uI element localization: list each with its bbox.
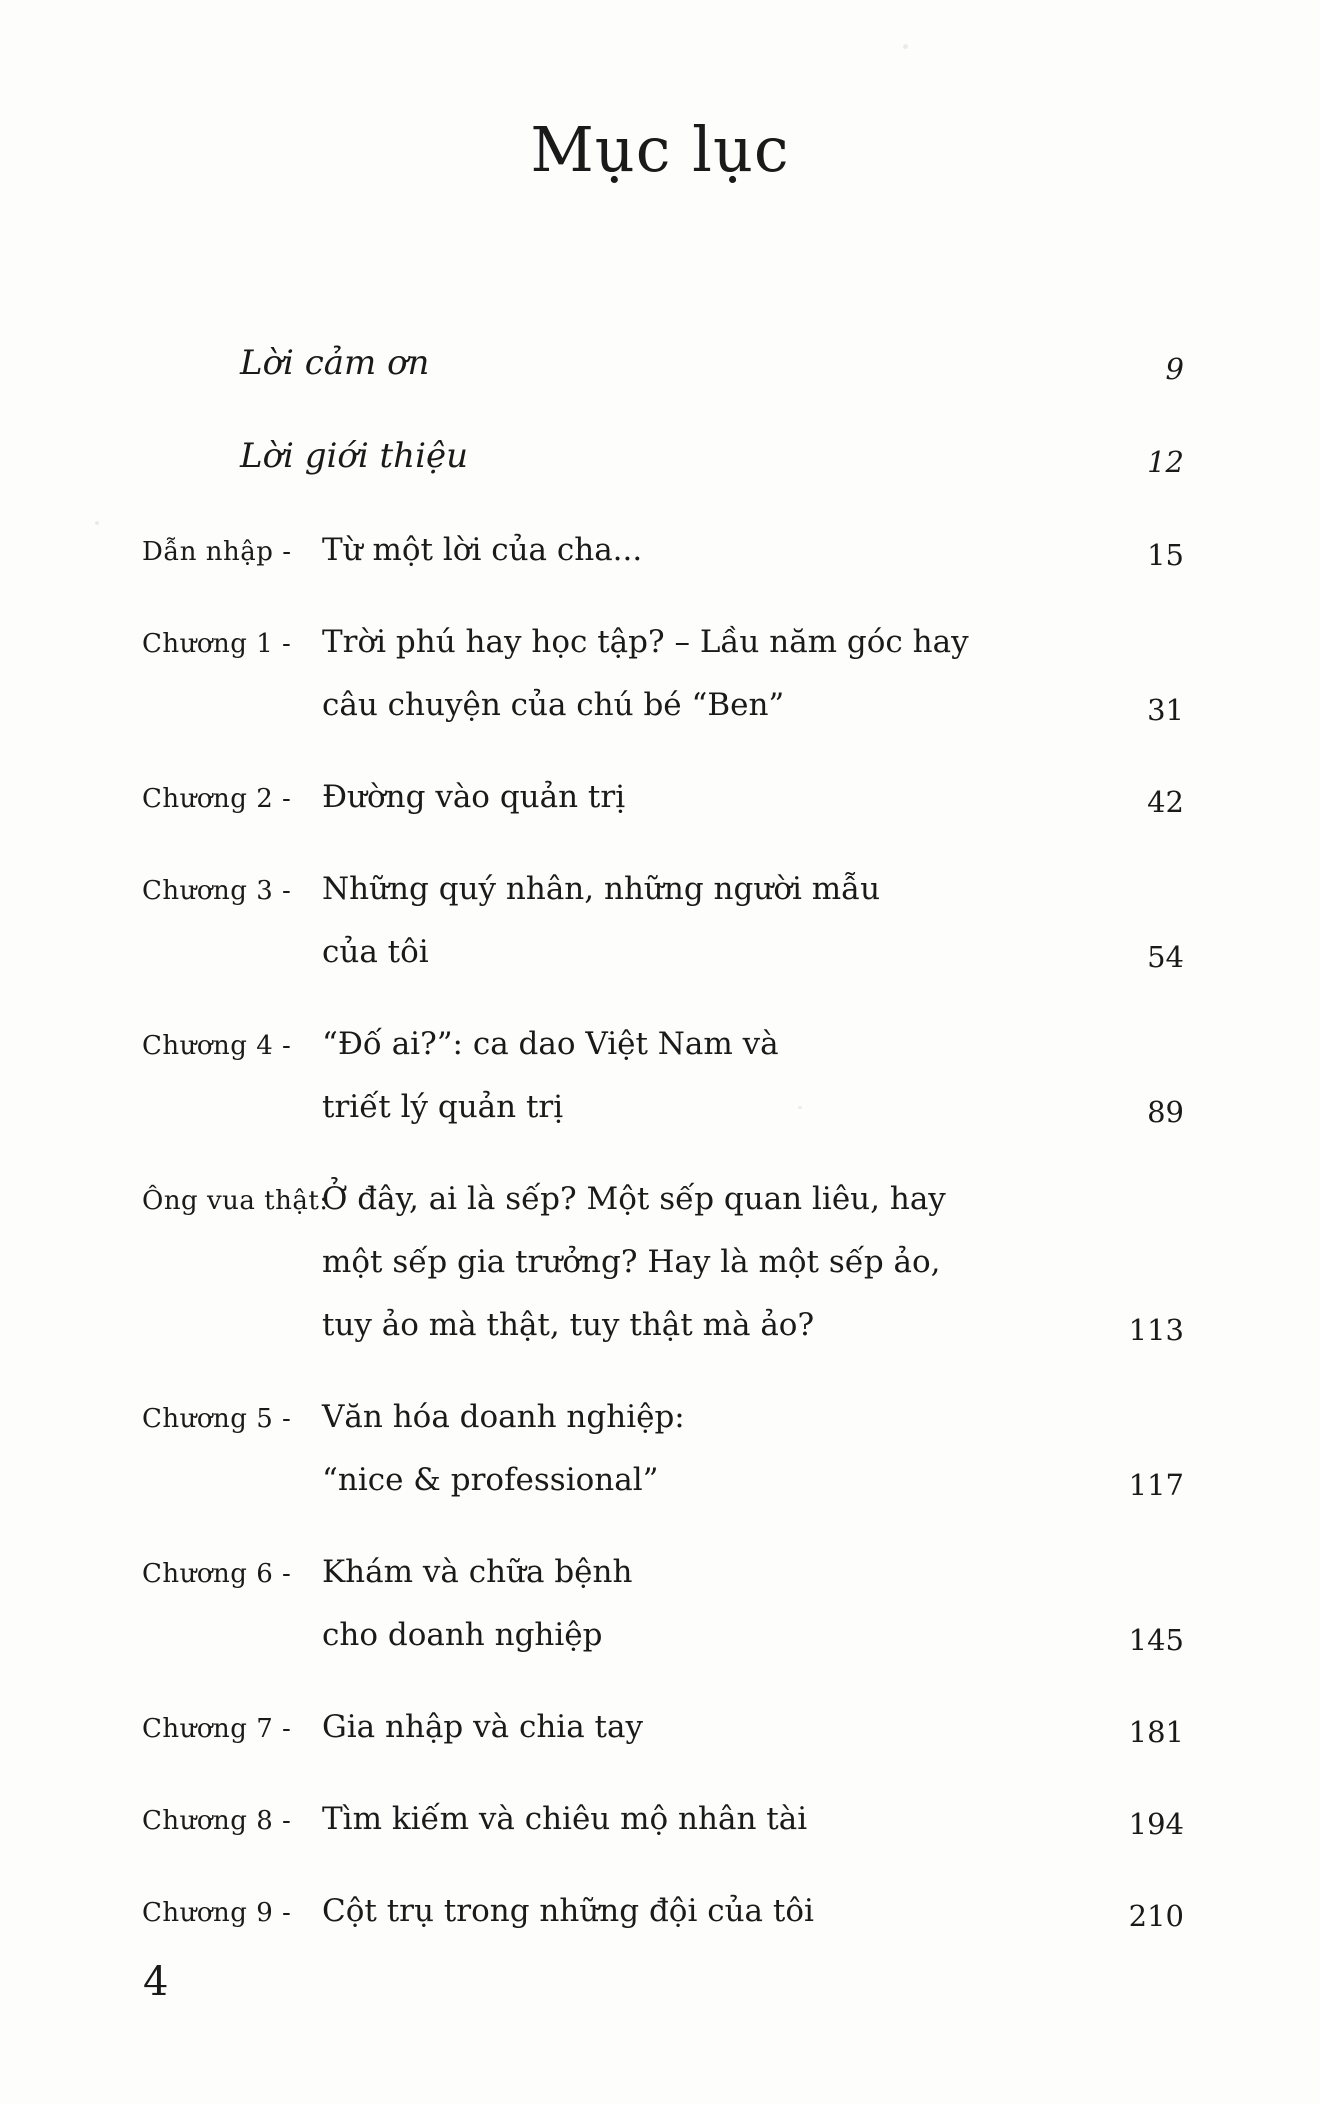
folio-page-number: 4 bbox=[143, 1959, 169, 2005]
toc-entry-title-continued: của tôi bbox=[322, 934, 429, 971]
toc-entry-title: Những quý nhân, những người mẫu bbox=[322, 871, 881, 908]
toc-entry-title: Đường vào quản trị bbox=[322, 779, 626, 816]
toc-entry-page: 194 bbox=[1128, 1807, 1184, 1842]
toc-entry-title: Cột trụ trong những đội của tôi bbox=[322, 1893, 814, 1930]
toc-entry-label: Chương 8 - bbox=[142, 1806, 292, 1837]
toc-entry-row bbox=[142, 613, 1184, 739]
toc-entry-title-continued: “nice & professional” bbox=[322, 1462, 659, 1499]
toc-entry-row bbox=[142, 1543, 1184, 1669]
toc-entry-title-continued: tuy ảo mà thật, tuy thật mà ảo? bbox=[322, 1307, 815, 1344]
toc-entry-label: Chương 9 - bbox=[142, 1898, 292, 1929]
table-of-contents bbox=[142, 334, 1184, 1945]
toc-entry-row bbox=[142, 1388, 1184, 1514]
toc-entry-page: 210 bbox=[1128, 1899, 1184, 1934]
toc-entry-page: 12 bbox=[1147, 445, 1184, 480]
toc-entry-title: “Đố ai?”: ca dao Việt Nam và bbox=[322, 1026, 779, 1063]
toc-front-matter-row bbox=[142, 427, 1184, 491]
toc-entry-page: 89 bbox=[1147, 1095, 1184, 1130]
toc-entry-title: Ở đây, ai là sếp? Một sếp quan liêu, hay bbox=[322, 1181, 946, 1218]
toc-entry-row bbox=[142, 768, 1184, 831]
toc-entry-title: Tìm kiếm và chiêu mộ nhân tài bbox=[322, 1801, 808, 1838]
toc-entry-row bbox=[142, 1698, 1184, 1761]
toc-entry-label: Chương 5 - bbox=[142, 1404, 292, 1435]
toc-entry-label: Ông vua thật: bbox=[142, 1186, 329, 1217]
toc-entry-title: Gia nhập và chia tay bbox=[322, 1709, 644, 1746]
toc-entry-label: Dẫn nhập - bbox=[142, 537, 292, 568]
toc-entry-label: Chương 6 - bbox=[142, 1559, 292, 1590]
scan-speck bbox=[95, 521, 99, 525]
toc-entry-title-continued: triết lý quản trị bbox=[322, 1089, 564, 1126]
toc-entry-page: 42 bbox=[1147, 785, 1184, 820]
toc-entry-page: 15 bbox=[1147, 538, 1184, 573]
toc-entry-row bbox=[142, 1170, 1184, 1359]
toc-entry-row bbox=[142, 1015, 1184, 1141]
toc-entry-row bbox=[142, 1790, 1184, 1853]
toc-entry-title-continued: một sếp gia trưởng? Hay là một sếp ảo, bbox=[322, 1244, 941, 1281]
toc-entry-title: Lời giới thiệu bbox=[240, 436, 468, 477]
toc-entry-page: 181 bbox=[1128, 1715, 1184, 1750]
toc-entry-row bbox=[142, 1882, 1184, 1945]
toc-entry-page: 54 bbox=[1147, 940, 1184, 975]
toc-entry-label: Chương 3 - bbox=[142, 876, 292, 907]
toc-entry-title-continued: cho doanh nghiệp bbox=[322, 1617, 603, 1654]
scan-speck bbox=[903, 44, 908, 49]
toc-entry-page: 113 bbox=[1128, 1313, 1184, 1348]
toc-entry-page: 145 bbox=[1128, 1623, 1184, 1658]
toc-entry-page: 9 bbox=[1165, 352, 1184, 387]
toc-entry-title: Văn hóa doanh nghiệp: bbox=[322, 1399, 685, 1436]
toc-entry-label: Chương 7 - bbox=[142, 1714, 292, 1745]
toc-entry-title: Lời cảm ơn bbox=[240, 343, 430, 384]
toc-entry-title: Từ một lời của cha... bbox=[322, 532, 643, 569]
toc-entry-label: Chương 4 - bbox=[142, 1031, 292, 1062]
toc-entry-page: 117 bbox=[1128, 1468, 1184, 1503]
toc-front-matter-row bbox=[142, 334, 1184, 398]
toc-entry-label: Chương 2 - bbox=[142, 784, 292, 815]
toc-entry-label: Chương 1 - bbox=[142, 629, 292, 660]
page-title: Mục lục bbox=[530, 113, 790, 186]
toc-entry-row bbox=[142, 860, 1184, 986]
toc-entry-page: 31 bbox=[1147, 693, 1184, 728]
toc-entry-row bbox=[142, 521, 1184, 584]
scan-speck bbox=[798, 1106, 802, 1109]
toc-entry-title-continued: câu chuyện của chú bé “Ben” bbox=[322, 687, 785, 724]
toc-entry-title: Khám và chữa bệnh bbox=[322, 1554, 633, 1591]
toc-entry-title: Trời phú hay học tập? – Lầu năm góc hay bbox=[322, 624, 969, 661]
